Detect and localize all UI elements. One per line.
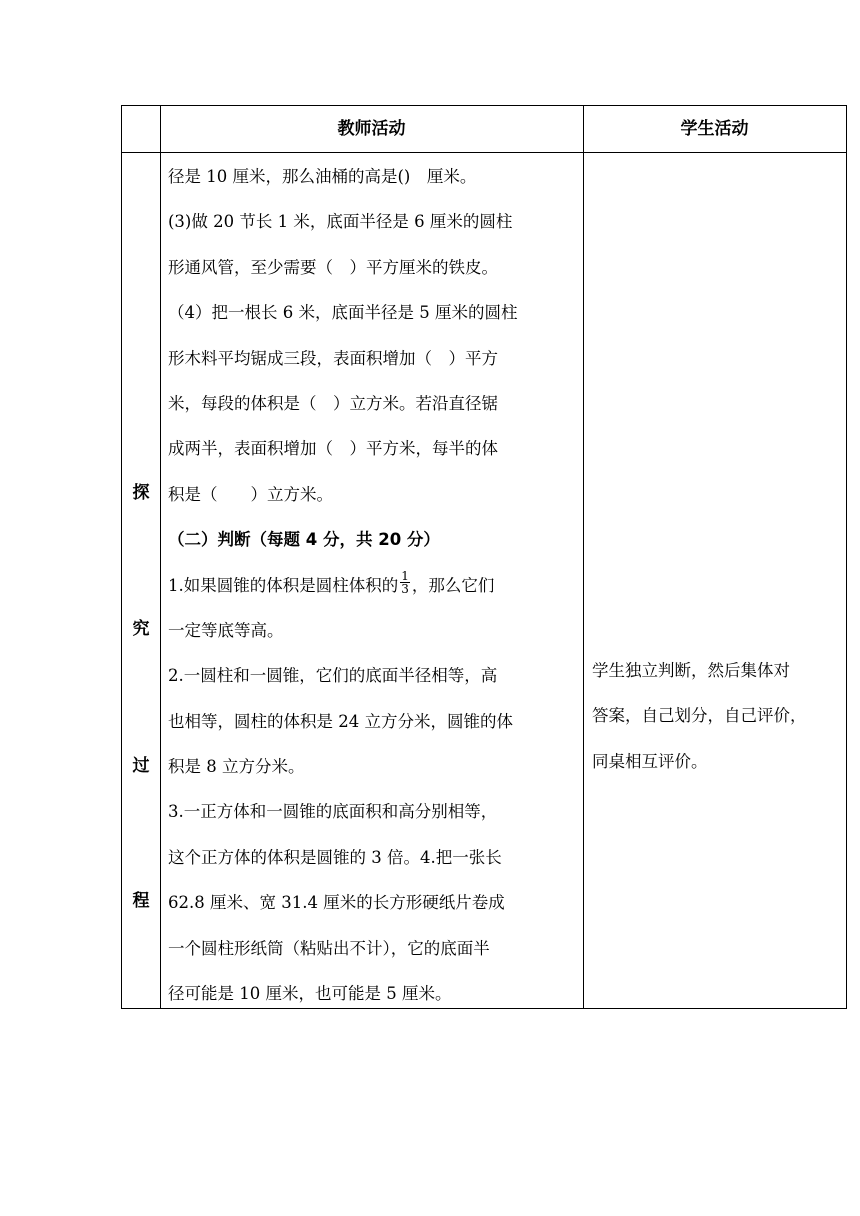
text-line: 一个圆柱形纸筒（粘贴出不计），它的底面半: [168, 938, 490, 958]
question-1-suffix: ，那么它们: [411, 575, 495, 595]
text-line: 成两半，表面积增加（ ）平方米，每半的体: [168, 439, 498, 459]
column-divider: [583, 106, 584, 1008]
text-line: 同桌相互评价。: [592, 751, 708, 771]
text-line: 3.一正方体和一圆锥的底面积和高分别相等，: [168, 802, 498, 822]
student-activity-content: [592, 648, 848, 784]
side-label-char: 过: [132, 756, 150, 776]
text-line: 积是 8 立方分米。: [168, 757, 305, 777]
column-divider: [160, 106, 161, 1008]
side-label-char: 程: [132, 891, 150, 911]
text-line: 径可能是 10 厘米，也可能是 5 厘米。: [168, 984, 452, 1004]
text-line: (3)做 20 节长 1 米，底面半径是 6 厘米的圆柱: [168, 212, 513, 232]
text-line: 形通风管，至少需要（ ）平方厘米的铁皮。: [168, 257, 498, 277]
fraction-one-third: [400, 570, 410, 595]
header-teacher-activity: 教师活动: [337, 119, 406, 139]
question-1-prefix: 1.如果圆锥的体积是圆柱体积的: [168, 575, 399, 595]
header-divider: [122, 152, 846, 153]
teacher-activity-content: [168, 154, 580, 1016]
text-line: 一定等底等高。: [168, 620, 284, 640]
text-line: 也相等，圆柱的体积是 24 立方分米，圆锥的体: [168, 711, 513, 731]
text-line: 积是（ ）立方米。: [168, 484, 333, 504]
text-line: 形木料平均锯成三段，表面积增加（ ）平方: [168, 348, 498, 368]
fraction-numerator: 1: [401, 568, 409, 583]
text-line: 答案，自己划分，自己评价，: [592, 706, 807, 726]
question-1-line: [168, 563, 580, 608]
text-line: （4）把一根长 6 米，底面半径是 5 厘米的圆柱: [168, 303, 518, 323]
text-line: 这个正方体的体积是圆锥的 3 倍。4.把一张长: [168, 847, 502, 867]
lesson-table: [121, 105, 847, 1009]
text-line: 米，每段的体积是（ ）立方米。若沿直径锯: [168, 393, 498, 413]
text-line: 学生独立判断，然后集体对: [592, 661, 790, 680]
side-label-char: 探: [132, 483, 150, 503]
text-line: 径是 10 厘米，那么油桶的高是() 厘米。: [168, 167, 477, 186]
header-student-activity: 学生活动: [680, 119, 749, 139]
section-title: （二）判断（每题 4 分，共 20 分）: [168, 530, 440, 550]
side-label-char: 究: [132, 619, 150, 639]
text-line: 62.8 厘米、宽 31.4 厘米的长方形硬纸片卷成: [168, 893, 505, 913]
fraction-denominator: 3: [401, 581, 409, 596]
text-line: 2.一圆柱和一圆锥，它们的底面半径相等，高: [168, 666, 498, 686]
